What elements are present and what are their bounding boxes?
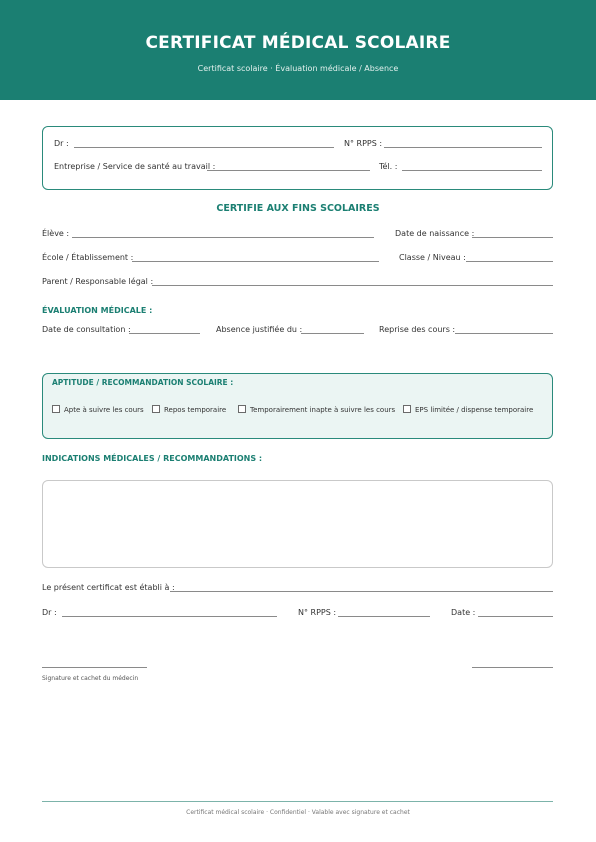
signature-line[interactable] <box>42 667 147 668</box>
doctor-info-box <box>42 126 553 190</box>
inapte-checkbox[interactable] <box>238 405 246 413</box>
closing-dr-label: Dr : <box>42 608 57 617</box>
closing-dr-field[interactable] <box>62 616 277 617</box>
doctor-rpps-field[interactable] <box>384 147 542 148</box>
reprise-label: Reprise des cours : <box>379 325 456 334</box>
closing-rpps-field[interactable] <box>338 616 430 617</box>
stamp-line[interactable] <box>472 667 553 668</box>
eps-option-label: EPS limitée / dispense temporaire <box>415 406 534 414</box>
student-field[interactable] <box>72 237 374 238</box>
student-label: Élève : <box>42 229 70 238</box>
indications-textarea[interactable] <box>42 480 553 568</box>
closing-date-field[interactable] <box>478 616 553 617</box>
school-field[interactable] <box>132 261 379 262</box>
absence-field[interactable] <box>301 333 364 334</box>
aptitude-heading: APTITUDE / RECOMMANDATION SCOLAIRE : <box>52 378 234 387</box>
doctor-rpps-label: N° RPPS : <box>344 139 383 148</box>
apte-option-label: Apte à suivre les cours <box>64 406 144 414</box>
apte-checkbox[interactable] <box>52 405 60 413</box>
header-banner <box>0 0 596 100</box>
inapte-option-label: Temporairement inapte à suivre les cours <box>250 406 396 414</box>
repos-option-label: Repos temporaire <box>164 406 227 414</box>
company-label: Entreprise / Service de santé au travail : <box>54 162 216 171</box>
absence-label: Absence justifiée du : <box>216 325 303 334</box>
footer-text: Certificat médical scolaire · Confidentiel · Valable avec signature et cachet <box>186 809 410 816</box>
parent-label: Parent / Responsable légal : <box>42 277 154 286</box>
closing-rpps-label: N° RPPS : <box>298 608 337 617</box>
tel-label: Tél. : <box>379 162 398 171</box>
document-subtitle: Certificat scolaire · Évaluation médicale / Absence <box>197 64 399 73</box>
class-field[interactable] <box>466 261 553 262</box>
school-label: École / Établissement : <box>42 253 134 262</box>
tel-field[interactable] <box>402 170 542 171</box>
etabli-field[interactable] <box>170 591 553 592</box>
certifies-heading: CERTIFIE AUX FINS SCOLAIRES <box>216 203 380 214</box>
parent-field[interactable] <box>152 285 553 286</box>
eps-checkbox[interactable] <box>403 405 411 413</box>
repos-checkbox[interactable] <box>152 405 160 413</box>
consultation-date-field[interactable] <box>129 333 200 334</box>
company-field[interactable] <box>207 170 370 171</box>
document-title: CERTIFICAT MÉDICAL SCOLAIRE <box>145 33 451 53</box>
indications-heading: INDICATIONS MÉDICALES / RECOMMANDATIONS : <box>42 454 263 463</box>
evaluation-heading: ÉVALUATION MÉDICALE : <box>42 306 153 315</box>
closing-date-label: Date : <box>451 608 476 617</box>
footer-divider <box>42 801 553 802</box>
reprise-field[interactable] <box>455 333 553 334</box>
doctor-name-field[interactable] <box>74 147 334 148</box>
doctor-name-label: Dr : <box>54 139 69 148</box>
etabli-label: Le présent certificat est établi à : <box>42 583 175 592</box>
birthdate-field[interactable] <box>472 237 553 238</box>
class-label: Classe / Niveau : <box>399 253 466 262</box>
signature-caption: Signature et cachet du médecin <box>42 675 139 682</box>
consultation-date-label: Date de consultation : <box>42 325 131 334</box>
birthdate-label: Date de naissance : <box>395 229 475 238</box>
